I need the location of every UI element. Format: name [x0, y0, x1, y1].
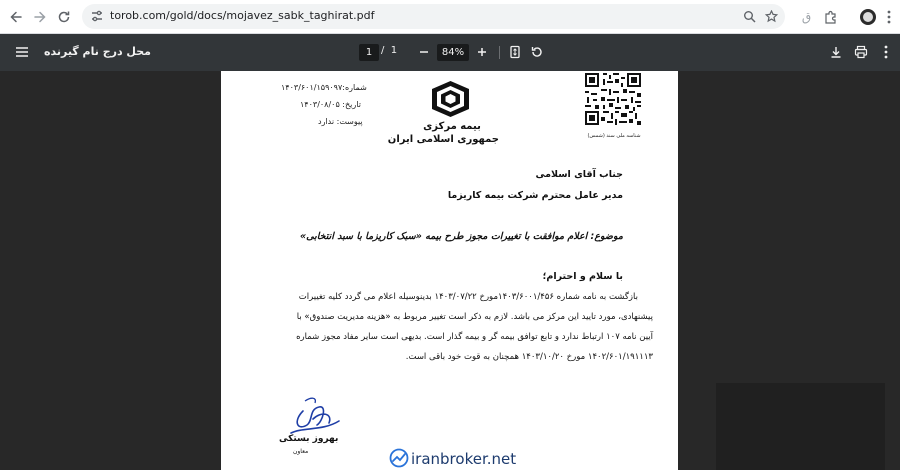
letter-number: شماره:۱۴۰۳/۶۰۱/۱۵۹۰۹۷	[281, 83, 367, 92]
puzzle-extensions-icon[interactable]	[822, 8, 839, 25]
letter-greeting: با سلام و احترام؛	[542, 271, 623, 282]
pdf-toolbar	[0, 34, 900, 71]
body-line: پیشنهادی، مورد تایید این مرکز می باشد. لازم به ذکر است تغییر مربوط به «هزینه مدیریت صندوق» با	[296, 312, 653, 322]
zoom-in-button[interactable]	[473, 43, 491, 61]
more-actions-button[interactable]	[877, 43, 895, 61]
watermark-text: iranbroker.net	[411, 450, 517, 468]
hamburger-menu-icon[interactable]	[14, 44, 30, 60]
body-line: بازگشت به نامه شماره ۱۴۰۳/۶۰۰۱/۴۵۶مورخ ۱۴۰۳/۰۷/۲۲ بدینوسیله اعلام می گردد کلیه تغییرات	[298, 292, 638, 302]
print-button[interactable]	[852, 43, 870, 61]
floating-panel	[716, 383, 885, 470]
central-insurance-logo	[423, 80, 478, 118]
profile-avatar[interactable]	[860, 9, 876, 25]
pdf-page	[221, 71, 678, 470]
pdf-title: محل درج نام گیرنده	[44, 45, 151, 58]
chart-logo-icon	[389, 448, 409, 468]
pdf-viewport[interactable]	[0, 71, 900, 470]
page-count	[381, 45, 397, 56]
letter-subject: موضوع: اعلام موافقت با تغییرات مجوز طرح بیمه «سبک کاریزما با سبد انتخابی»	[299, 231, 623, 242]
recipient-name: جناب آقای اسلامی	[535, 169, 623, 180]
fit-page-icon	[509, 45, 521, 59]
browser-menu-icon[interactable]	[880, 8, 897, 25]
forward-button[interactable]	[28, 5, 52, 29]
rotate-icon	[530, 45, 544, 59]
org-name-line2: جمهوری اسلامی ایران	[387, 134, 499, 145]
page-separator: /	[381, 45, 385, 56]
total-pages: 1	[390, 45, 398, 56]
minus-icon	[418, 46, 430, 58]
zoom-level-input[interactable]: 84%	[437, 44, 469, 61]
recipient-title: مدیر عامل محترم شرکت بیمه کاریزما	[447, 190, 623, 201]
qr-code	[585, 73, 641, 125]
more-vert-icon	[884, 45, 888, 59]
download-icon	[829, 45, 843, 59]
reload-icon	[57, 10, 71, 24]
reload-button[interactable]	[52, 5, 76, 29]
extension-icon[interactable]: ق	[801, 9, 812, 24]
letter-attachment: پیوست: ندارد	[318, 117, 363, 126]
zoom-indicator-icon[interactable]	[741, 8, 758, 25]
qr-caption: شناسه ملی سند (شمس)	[587, 133, 641, 139]
toolbar-divider	[499, 46, 500, 59]
signer-role: معاون	[293, 448, 309, 455]
url-text[interactable]: torob.com/gold/docs/mojavez_sabk_taghirat.pdf	[110, 9, 375, 22]
site-info-icon[interactable]	[89, 8, 105, 24]
back-button[interactable]	[4, 5, 28, 29]
site-watermark	[369, 445, 538, 470]
org-name-line1: بیمه مرکزی	[423, 121, 481, 132]
page-number-input[interactable]: 1	[359, 44, 379, 61]
plus-icon	[476, 46, 488, 58]
bookmark-star-icon[interactable]	[763, 8, 780, 25]
arrow-left-icon	[9, 10, 23, 24]
arrow-right-icon	[33, 10, 47, 24]
download-button[interactable]	[827, 43, 845, 61]
body-line: ۱۴۰۲/۶۰۱/۱۹۱۱۱۳ مورخ ۱۴۰۳/۱۰/۲۰ همچنان به قوت خود باقی است.	[405, 352, 653, 362]
body-line: آیین نامه ۱۰۷ ارتباط ندارد و تابع توافق بیمه گر و بیمه گذار است. بدیهی است سایر مفاد مجوز شماره	[296, 332, 653, 342]
fit-page-button[interactable]	[506, 43, 524, 61]
address-bar[interactable]	[82, 4, 785, 29]
printer-icon	[854, 45, 868, 59]
letter-date: تاریخ: ۱۴۰۳/۰۸/۰۵	[300, 100, 361, 109]
rotate-button[interactable]	[528, 43, 546, 61]
browser-toolbar	[0, 0, 900, 34]
signer-name: بهروز بستکی	[279, 434, 339, 444]
zoom-out-button[interactable]	[415, 43, 433, 61]
